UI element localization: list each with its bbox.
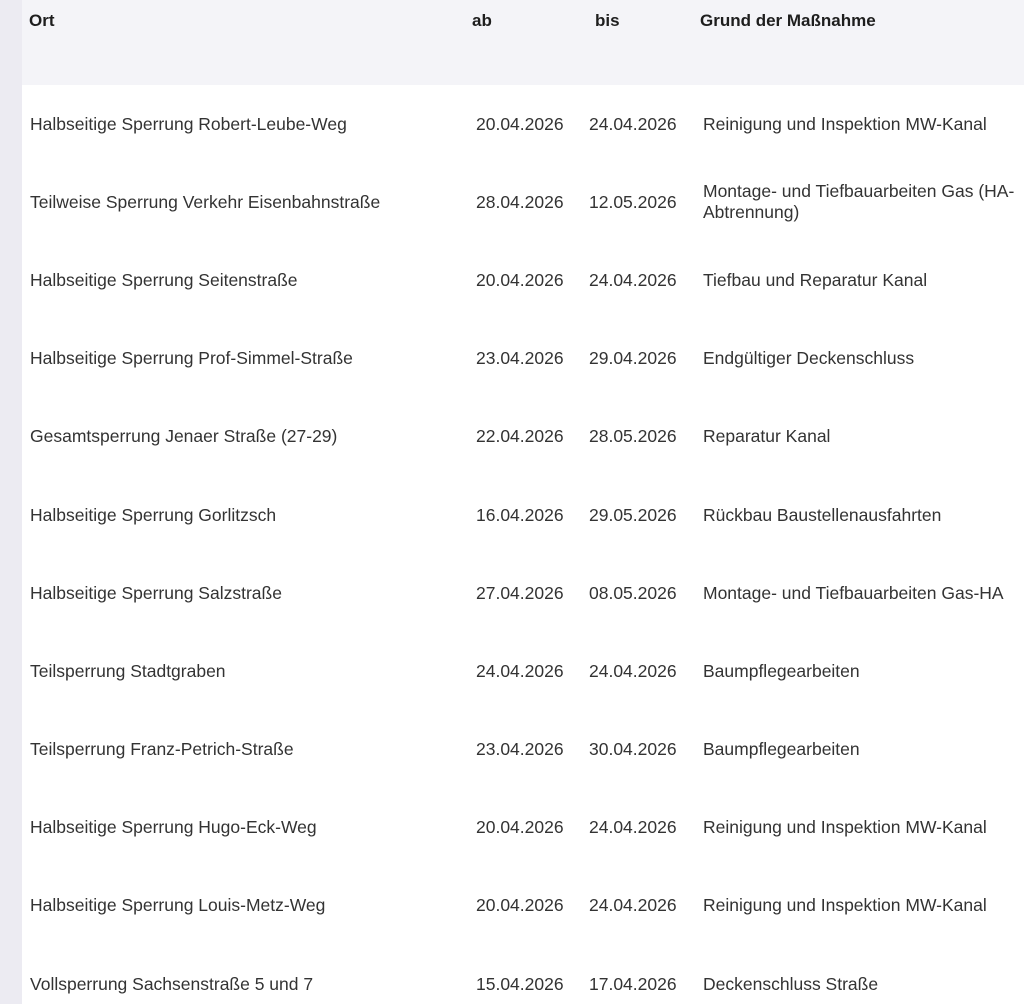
table-header-row: [22, 0, 1024, 85]
cell-ab: 28.04.2026: [476, 191, 564, 212]
cell-bis: 28.05.2026: [589, 426, 677, 447]
cell-ab: 22.04.2026: [476, 426, 564, 447]
cell-grund: Reinigung und Inspektion MW-Kanal: [703, 817, 987, 838]
cell-bis: 08.05.2026: [589, 582, 677, 603]
cell-ort: Teilweise Sperrung Verkehr Eisenbahnstraße: [30, 191, 381, 212]
cell-ort: Halbseitige Sperrung Salzstraße: [30, 582, 282, 603]
cell-ab: 20.04.2026: [476, 817, 564, 838]
cell-ab: 20.04.2026: [476, 113, 564, 134]
cell-bis: 24.04.2026: [589, 660, 677, 681]
table-row: [22, 241, 1024, 319]
cell-ort: Vollsperrung Sachsenstraße 5 und 7: [30, 973, 314, 994]
cell-grund: Rückbau Baustellenausfahrten: [703, 504, 942, 525]
cell-ab: 27.04.2026: [476, 582, 564, 603]
left-margin-strip: [0, 0, 22, 1004]
cell-ort: Halbseitige Sperrung Seitenstraße: [30, 269, 298, 290]
cell-grund: Reparatur Kanal: [703, 426, 831, 447]
cell-ab: 23.04.2026: [476, 348, 564, 369]
cell-ab: 20.04.2026: [476, 269, 564, 290]
cell-ort: Gesamtsperrung Jenaer Straße (27-29): [30, 426, 338, 447]
cell-ab: 23.04.2026: [476, 739, 564, 760]
cell-ort: Halbseitige Sperrung Hugo-Eck-Weg: [30, 817, 317, 838]
table-row: [22, 163, 1024, 241]
cell-ort: Halbseitige Sperrung Gorlitzsch: [30, 504, 277, 525]
cell-ort: Halbseitige Sperrung Prof-Simmel-Straße: [30, 348, 353, 369]
cell-ort: Halbseitige Sperrung Robert-Leube-Weg: [30, 113, 347, 134]
cell-grund: Baumpflegearbeiten: [703, 739, 860, 760]
header-bis: bis: [595, 11, 620, 30]
cell-ort: Teilsperrung Franz-Petrich-Straße: [30, 739, 294, 760]
table-header: [22, 0, 1024, 85]
table-row: [22, 867, 1024, 945]
table-row: [22, 85, 1024, 163]
cell-bis: 29.04.2026: [589, 348, 677, 369]
table-row: [22, 711, 1024, 789]
road-closures-table: [22, 0, 1024, 1004]
cell-ab: 24.04.2026: [476, 660, 564, 681]
cell-bis: 30.04.2026: [589, 739, 677, 760]
closures-table-container: [22, 0, 1024, 1004]
cell-ort: Teilsperrung Stadtgraben: [30, 660, 226, 681]
cell-ab: 15.04.2026: [476, 973, 564, 994]
cell-ab: 20.04.2026: [476, 895, 564, 916]
table-row: [22, 789, 1024, 867]
cell-bis: 12.05.2026: [589, 191, 677, 212]
cell-bis: 24.04.2026: [589, 113, 677, 134]
table-row: [22, 398, 1024, 476]
cell-grund: Reinigung und Inspektion MW-Kanal: [703, 895, 987, 916]
table-row: [22, 554, 1024, 632]
table-row: [22, 320, 1024, 398]
table-row: [22, 945, 1024, 1004]
header-ort: Ort: [29, 11, 55, 30]
cell-bis: 24.04.2026: [589, 817, 677, 838]
cell-ort: Halbseitige Sperrung Louis-Metz-Weg: [30, 895, 326, 916]
header-grund: Grund der Maßnahme: [700, 11, 876, 30]
cell-grund: Deckenschluss Straße: [703, 973, 879, 994]
table-body: [22, 85, 1024, 1004]
cell-ab: 16.04.2026: [476, 504, 564, 525]
cell-grund: Tiefbau und Reparatur Kanal: [703, 269, 928, 290]
header-ab: ab: [472, 11, 492, 30]
cell-grund: Montage- und Tiefbauarbeiten Gas (HA-Abtrennung): [703, 181, 1015, 223]
cell-grund: Endgültiger Deckenschluss: [703, 348, 915, 369]
cell-grund: Baumpflegearbeiten: [703, 660, 860, 681]
cell-bis: 17.04.2026: [589, 973, 677, 994]
cell-bis: 24.04.2026: [589, 269, 677, 290]
table-row: [22, 632, 1024, 710]
cell-grund: Montage- und Tiefbauarbeiten Gas-HA: [703, 582, 1004, 603]
cell-grund: Reinigung und Inspektion MW-Kanal: [703, 113, 987, 134]
table-row: [22, 476, 1024, 554]
cell-bis: 24.04.2026: [589, 895, 677, 916]
cell-bis: 29.05.2026: [589, 504, 677, 525]
